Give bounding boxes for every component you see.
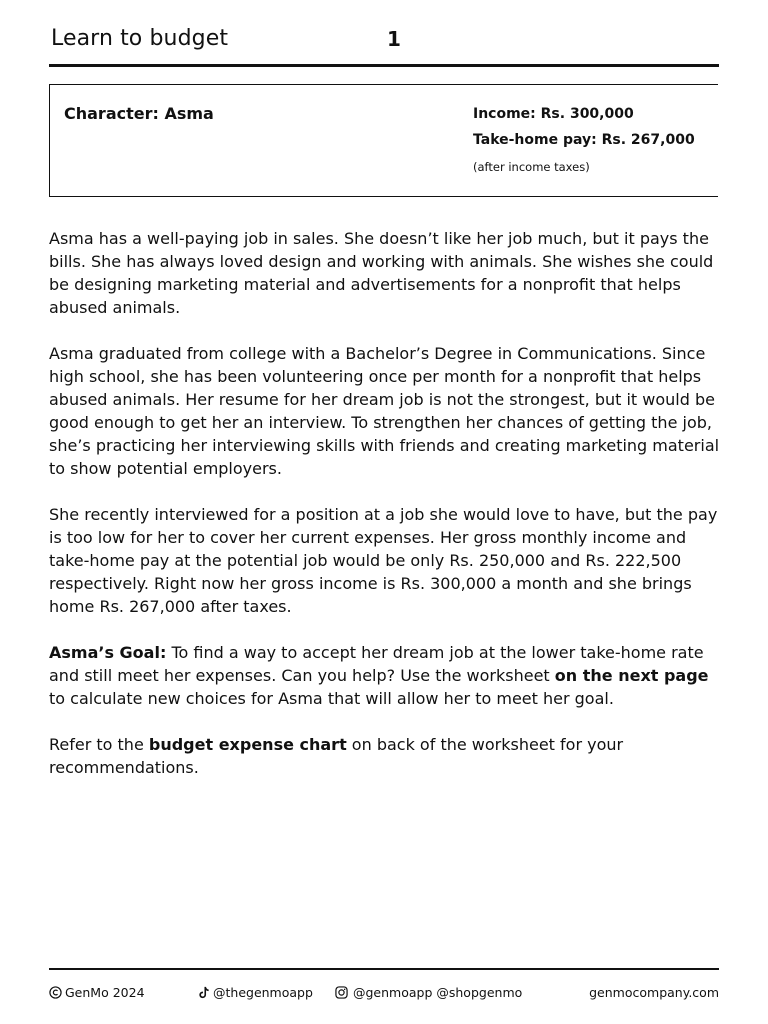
- goal-next-page: on the next page: [554, 666, 709, 685]
- instagram-handles: @genmoapp @shopgenmo: [353, 985, 523, 1000]
- paragraph-background: Asma graduated from college with a Bachelor’s Degree in Communications. Since high school, she has been volunteering once per month for a nonprofit that helps abused animals. Her resume for her dream job is not the strongest, but it would be good enough to get her an interview. To strengthen her chances of getting the job, she’s practicing her interviewing skills with friends and creating marketing material to show potential employers.: [49, 344, 720, 478]
- header-divider: [49, 64, 719, 67]
- paragraph-goal: [49, 641, 725, 710]
- page-number: 1: [387, 27, 401, 51]
- page-header: [49, 24, 719, 64]
- take-home-label: Take-home pay: Rs. 267,000: [473, 132, 695, 148]
- footer-copyright: [49, 985, 145, 1000]
- page-footer: [49, 985, 719, 1005]
- footer-website-link[interactable]: genmocompany.com: [589, 985, 719, 1000]
- paragraph-intro: Asma has a well-paying job in sales. She doesn’t like her job much, but it pays the bills. She has always loved design and working with animals. She wishes she could be designing marketing material and advertisements for a nonprofit that helps abused animals.: [49, 229, 714, 317]
- paragraph-refer: [49, 733, 725, 779]
- tax-note: (after income taxes): [473, 160, 590, 174]
- footer-tiktok[interactable]: [198, 985, 313, 1000]
- document-title: Learn to budget: [51, 26, 229, 51]
- footer-instagram[interactable]: [335, 985, 522, 1000]
- character-name: Character: Asma: [64, 104, 214, 123]
- footer-divider: [49, 968, 719, 970]
- story-body: [49, 227, 725, 802]
- instagram-icon: [335, 986, 348, 999]
- goal-label: Asma’s Goal:: [49, 643, 167, 662]
- income-label: Income: Rs. 300,000: [473, 106, 634, 122]
- paragraph-situation: She recently interviewed for a position at a job she would love to have, but the pay is too low for her to cover her current expenses. Her gross monthly income and take-home pay at the potential job would be only Rs. 250,000 and Rs. 222,500 respectively. Right now her gross income is Rs. 300,000 a month and she brings home Rs. 267,000 after taxes.: [49, 505, 718, 616]
- refer-text: Refer to the: [49, 735, 149, 754]
- copyright-text: GenMo 2024: [65, 985, 145, 1000]
- character-box: [49, 84, 718, 197]
- goal-text-end: to calculate new choices for Asma that will allow her to meet her goal.: [49, 689, 614, 708]
- goal-text: To find a way to accept her dream job at the lower take-home rate and still meet her expenses. Can you help? Use the worksheet: [49, 643, 704, 685]
- budget-expense-chart-ref: budget expense chart: [148, 735, 347, 754]
- refer-text-end: on back of the worksheet for your recommendations.: [49, 735, 624, 777]
- tiktok-icon: [198, 986, 210, 999]
- copyright-icon: [49, 986, 62, 999]
- tiktok-handle: @thegenmoapp: [213, 985, 313, 1000]
